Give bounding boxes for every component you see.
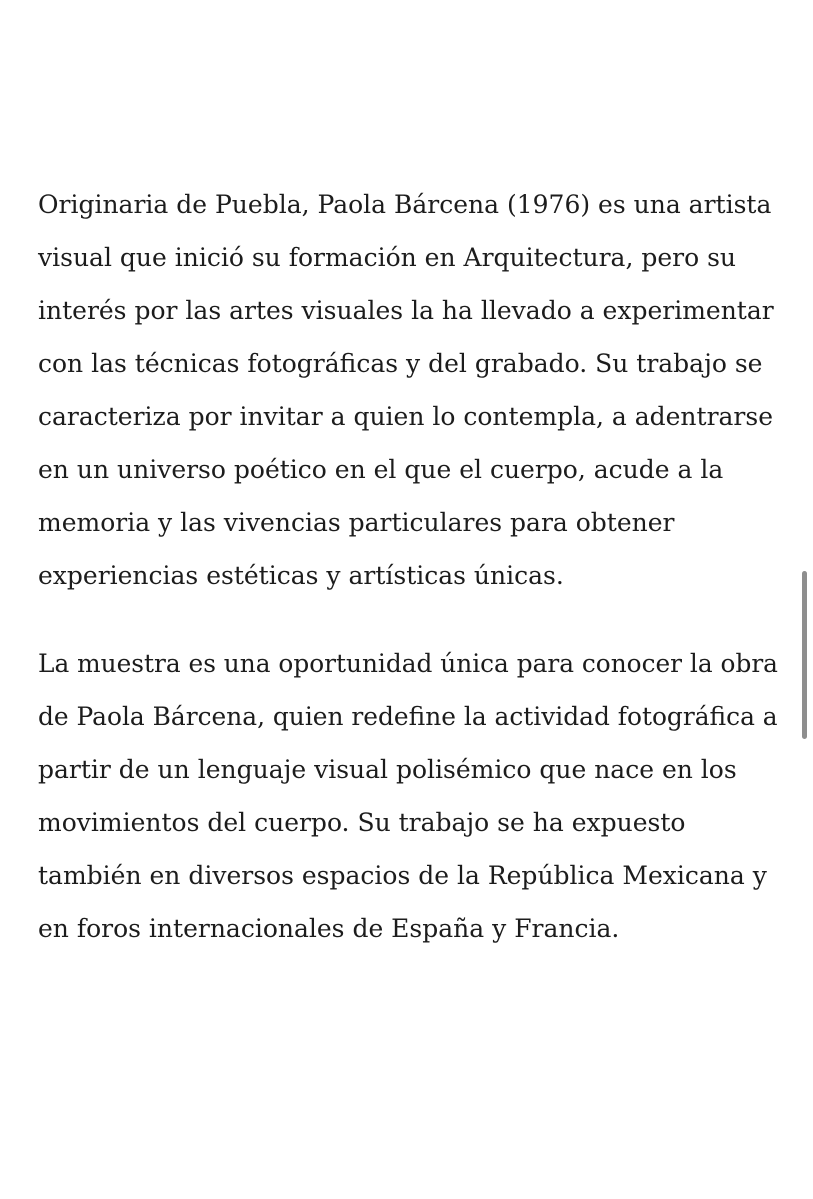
text-line: movimientos del cuerpo. Su trabajo se ha expuesto: [38, 808, 686, 837]
article-body: [38, 178, 778, 955]
text-line: experiencias estéticas y artísticas únicas.: [38, 561, 564, 590]
text-line: en foros internacionales de España y Francia.: [38, 914, 620, 943]
text-line: caracteriza por invitar a quien lo contempla, a adentrarse: [38, 402, 774, 431]
text-line: visual que inició su formación en Arquitectura, pero su: [38, 243, 737, 272]
paragraph-biography: [38, 178, 778, 602]
text-line: Originaria de Puebla, Paola Bárcena (1976) es una artista: [38, 190, 772, 219]
text-line: de Paola Bárcena, quien redefine la actividad fotográfica a: [38, 702, 778, 731]
text-line: La muestra es una oportunidad única para conocer la obra: [38, 649, 778, 678]
text-line: también en diversos espacios de la República Mexicana y: [38, 861, 767, 890]
text-line: interés por las artes visuales la ha llevado a experimentar: [38, 296, 774, 325]
paragraph-exhibition: [38, 637, 778, 955]
text-line: memoria y las vivencias particulares para obtener: [38, 508, 675, 537]
scrollbar-thumb[interactable]: [802, 571, 807, 739]
text-line: en un universo poético en el que el cuerpo, acude a la: [38, 455, 724, 484]
text-line: partir de un lenguaje visual polisémico que nace en los: [38, 755, 737, 784]
text-line: con las técnicas fotográficas y del grabado. Su trabajo se: [38, 349, 763, 378]
